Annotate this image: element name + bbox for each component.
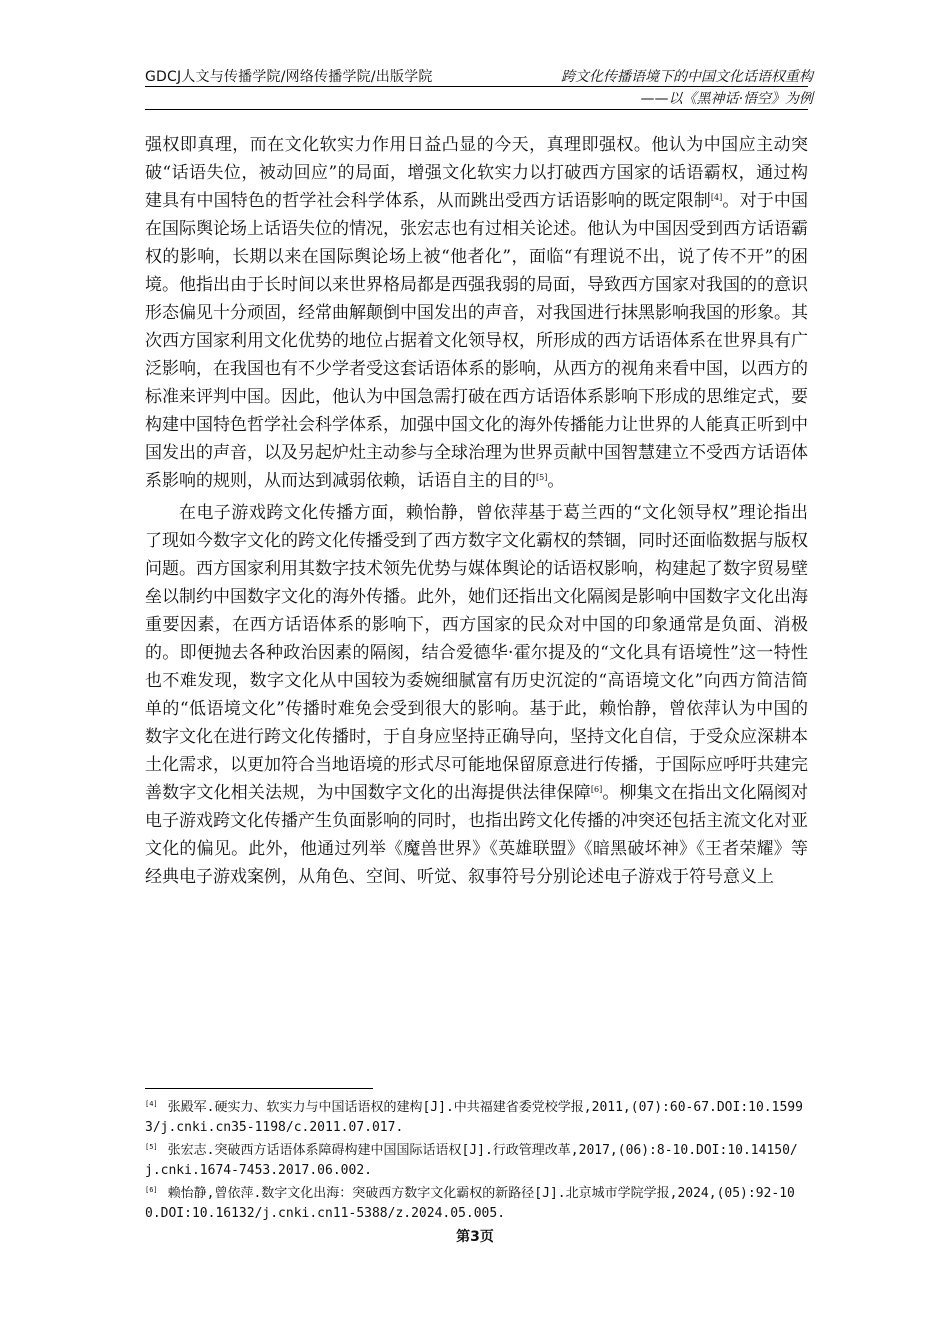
body-text	[145, 131, 808, 891]
header-title: 跨文化传播语境下的中国文化话语权重构	[561, 69, 813, 85]
footnote-text: 赖怡静,曾依萍.数字文化出海：突破西方数字文化霸权的新路径[J].北京城市学院学报,2024,(05):92-100.DOI:10.16132/j.cnki.cn11-5388/z.2024.05.005.	[145, 1186, 795, 1221]
page-number: 第3页	[456, 1229, 494, 1245]
citation-ref-5[interactable]: [5]	[536, 473, 548, 482]
paragraph-2-part-b: 。柳集文在指出文化隔阂对电子游戏跨文化传播产生负面影响的同时，也指出跨文化传播的冲突还包括主流文化对亚文化的偏见。此外，他通过列举《魔兽世界》《英雄联盟》《暗黑破坏神》《王者荣耀》等经典电子游戏案例，从角色、空间、听觉、叙事符号分别论述电子游戏于符号意义上	[145, 783, 809, 887]
footnote-separator	[145, 1088, 373, 1089]
paragraph-1-part-c: 。	[547, 471, 565, 491]
header-rule-top	[145, 86, 808, 87]
footnote-mark: [5]	[145, 1143, 158, 1151]
paragraph-1-part-a: 强权即真理，而在文化软实力作用日益凸显的今天，真理即强权。他认为中国应主动突破“话语失位，被动回应”的局面，增强文化软实力以打破西方国家的话语霸权，通过构建具有中国特色的哲学社会科学体系，从而跳出受西方话语影响的既定限制	[145, 135, 808, 211]
footnote-6	[145, 1184, 808, 1224]
header-rule-bottom	[145, 109, 808, 110]
footnote-text: 张殿军.硬实力、软实力与中国话语权的建构[J].中共福建省委党校学报,2011,(07):60-67.DOI:10.15993/j.cnki.cn35-1198/c.2011.07.017.	[145, 1100, 803, 1135]
header-subtitle: ——以《黑神话·悟空》为例	[640, 91, 813, 107]
footnote-text: 张宏志.突破西方话语体系障碍构建中国国际话语权[J].行政管理改革,2017,(06):8-10.DOI:10.14150/j.cnki.1674-7453.2017.06.002.	[145, 1143, 798, 1178]
citation-ref-4[interactable]: [4]	[710, 193, 723, 202]
paragraph-2-part-a: 在电子游戏跨文化传播方面，赖怡静，曾依萍基于葛兰西的“文化领导权”理论指出了现如今数字文化的跨文化传播受到了西方数字文化霸权的禁锢，同时还面临数据与版权问题。西方国家利用其数字技术领先优势与媒体舆论的话语权影响，构建起了数字贸易壁垒以制约中国数字文化的海外传播。此外，她们还指出文化隔阂是影响中国数字文化出海重要因素，在西方话语体系的影响下，西方国家的民众对中国的印象通常是负面、消极的。即便抛去各种政治因素的隔阂，结合爱德华·霍尔提及的“文化具有语境性”这一特性也不难发现，数字文化从中国较为委婉细腻富有历史沉淀的“高语境文化”向西方简洁简单的“低语境文化”传播时难免会受到很大的影响。基于此，赖怡静，曾依萍认为中国的数字文化在进行跨文化传播时，于自身应坚持正确导向，坚持文化自信，于受众应深耕本土化需求，以更加符合当地语境的形式尽可能地保留原意进行传播，于国际应呼吁共建完善数字文化相关法规，为中国数字文化的出海提供法律保障	[145, 503, 808, 803]
footnote-mark: [4]	[145, 1100, 158, 1108]
footnote-5	[145, 1141, 808, 1181]
citation-ref-6[interactable]: [6]	[590, 785, 603, 794]
footnote-mark: [6]	[145, 1186, 158, 1194]
paragraph-1	[145, 131, 808, 495]
paragraph-1-part-b: 。对于中国在国际舆论场上话语失位的情况，张宏志也有过相关论述。他认为中国因受到西方话语霸权的影响，长期以来在国际舆论场上被“他者化”，面临“有理说不出，说了传不开”的困境。他指出由于长时间以来世界格局都是西强我弱的局面，导致西方国家对我国的的意识形态偏见十分顽固，经常曲解颠倒中国发出的声音，对我国进行抹黑影响我国的形象。其次西方国家利用文化优势的地位占据着文化领导权，所形成的西方话语体系在世界具有广泛影响，在我国也有不少学者受这套话语体系的影响，从西方的视角来看中国，以西方的标准来评判中国。因此，他认为中国急需打破在西方话语体系影响下形成的思维定式，要构建中国特色哲学社会科学体系，加强中国文化的海外传播能力让世界的人能真正听到中国发出的声音，以及另起炉灶主动参与全球治理为世界贡献中国智慧建立不受西方话语体系影响的规则，从而达到减弱依赖，话语自主的目的	[145, 191, 809, 491]
paragraph-2	[145, 499, 808, 891]
footnote-4	[145, 1098, 808, 1138]
footnotes	[145, 1098, 808, 1227]
header-institution: GDCJ人文与传播学院/网络传播学院/出版学院	[145, 69, 433, 85]
